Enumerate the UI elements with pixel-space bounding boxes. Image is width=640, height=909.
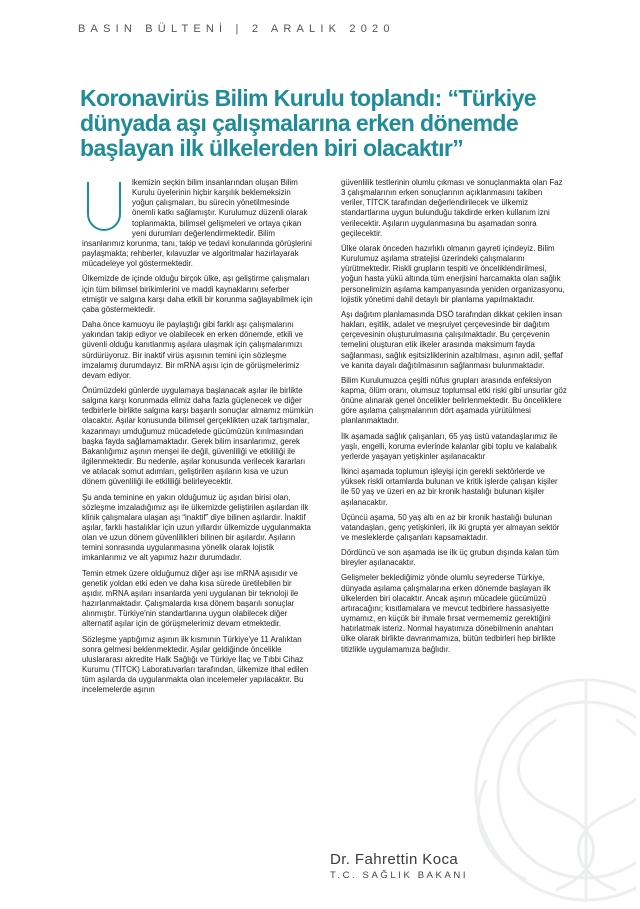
- paragraph: Gelişmeler beklediğimiz yönde olumlu seyrederse Türkiye, dünyada aşılama çalışmalarına erken dönemde başlayan ilk ülkelerden biri olacaktır. Ancak aşının mücadele gücümüzü artıracağını; kısıtlamalara ve mevcut tedbirlere hassasiyette uymamız, en küçük bir ihmale fırsat vermememiz gerektiğini hatırlatmak isteriz. Normal hayatımıza dönebilmenin anahtarı ülke olarak birlikte davranmamıza, bütün tedbirleri hep birlikte titizlikle uygulamamıza bağlıdır.: [341, 573, 556, 654]
- paragraph: Sözleşme yaptığımız aşının ilk kısmının Türkiye'ye 11 Aralıktan sonra gelmesi beklenmektedir. Aşılar geldiğinde öncelikle uluslararası akredite Halk Sağlığı ve Türkiye İlaç ve Tıbbi Cihaz Kurumu (TİTCK) Laboratuvarları tarafından, ülkemize ithal edilen tüm aşılarda da uygulanmakta olan incelemeler yapılacaktır. Bu incelemelerde aşının: [82, 634, 309, 695]
- headline-line-3: başlayan ilk ülkelerden biri olacaktır”: [80, 135, 464, 161]
- paragraph: lkemizin seçkin bilim insanlarından oluşan Bilim Kurulu üyelerinin hiçbir karşılık beklemeksizin yoğun çalışmaları, bu sürecin yönetilmesinde önemli katkı sağlamıştır. Kurulumuz düzenli olarak toplanmakta, bilimsel gelişmeleri ve ortaya çıkan yeni durumları değerlendirmektedir. Bilim insanlarımız korunma, tanı, takip ve tedavi konularında görüşlerini paylaşmakta; rehberler, kılavuzlar ve algoritmalar hazırlayarak mücadeleye yol göstermektedir.: [82, 178, 312, 269]
- body-column-left: [82, 178, 314, 701]
- paragraph: Ülke olarak önceden hazırlıklı olmanın gayreti içindeyiz. Bilim Kurulumuz aşılama stratejisi üzerindeki çalışmalarını yürütmektedir. Riskli grupların tespiti ve önceliklendirilmesi, yoğun hasta yükü altında tüm enerjisini harcamakta olan sağlık personelimizin aşılama kampanyasında yeniden organizasyonu, lojistik yönetimi dahil detaylı bir planlama yapılmaktadır.: [341, 243, 565, 304]
- dropcap-u: [82, 178, 126, 236]
- headline-line-2: dünyada aşı çalışmalarına erken dönemde: [80, 110, 519, 136]
- paragraph: Aşı dağıtım planlamasında DSÖ tarafından dikkat çekilen insan hakları, eşitlik, adalet ve meşruiyet çerçevesinde bir dağıtım çerçevesinin oluşturulmasına çalışılmaktadır. Bu çerçevenin temelini oluşturan etik ilkeler arasında maksimum fayda sağlanması, sağlık eşitsizliklerinin azaltılması, aşının adil, şeffaf ve kanıta dayalı dağıtılmasının sağlanması bulunmaktadır.: [341, 309, 563, 370]
- signature-block: [330, 851, 468, 883]
- paragraph: İkinci aşamada toplumun işleyişi için gerekli sektörlerde ve yüksek riskli ortamlarda bulunan ve kritik işlerde çalışan kişiler ile 50 yaş ve üzeri en az bir kronik hastalığı bulunan kişiler aşılanacaktır.: [341, 467, 558, 507]
- paragraph: Bilim Kurulumuzca çeşitli nüfus grupları arasında enfeksiyon kapma, ölüm oranı, olumsuz toplumsal etki riski gibi unsurlar göz önüne alınarak genel öncelikler belirlenmektedir. Bu önceliklere göre aşılama çalışmalarının dört aşamada yürütülmesi planlanmaktadır.: [341, 375, 567, 426]
- body-column-right: [341, 178, 567, 660]
- headline-line-1: Koronavirüs Bilim Kurulu toplandı: “Türkiye: [80, 85, 536, 111]
- paragraph: Üçüncü aşama, 50 yaş altı en az bir kronik hastalığı bulunan vatandaşları, genç yetişkinleri, ilk iki grupta yer almayan sektör ve mesleklerde çalışanları kapsamaktadır.: [341, 512, 560, 542]
- paragraph: Dördüncü ve son aşamada ise ilk üç grubun dışında kalan tüm bireyler aşılanacaktır.: [341, 548, 559, 568]
- paragraph: Temin etmek üzere olduğumuz diğer aşı ise mRNA aşısıdır ve genetik yoldan etki eden ve daha kısa sürede üretilebilen bir aşıdır. mRNA aşıları insanlarda yeni uygulanan bir teknoloji ile hazırlanmaktadır. Çalışmalarda kısa dönem başarılı sonuçlar alınmıştır. Türkiye'nin standartlarına uygun olabilecek diğer alternatif aşılar için de görüşmelerimiz devam etmektedir.: [82, 568, 299, 629]
- paragraph: Şu anda teminine en yakın olduğumuz üç aşıdan birisi olan, sözleşme imzaladığımız aşı ile ülkemizde geliştirilen aşılardan ilk klinik çalışmalara ulaşan aşı “inaktif” diye bilinen aşılardır. İnaktif aşılar, farklı hastalıklar için uzun yıllardır ülkemizde uygulanmakta olan ve uzun dönem güvenlilikleri bilinen bir aşılardır. Aşıların temini sonrasında uygulanmasına yönelik olarak lojistik imkanlarımız ve alt yapımız hazır durumdadır.: [82, 492, 311, 563]
- paragraph: Önümüzdeki günlerde uygulamaya başlanacak aşılar ile birlikte salgına karşı korunmada elimiz daha fazla güçlenecek ve diğer tedbirlerle birlikte salgına karşı başarılı sonuçlar almamız mümkün olacaktır. Aşılar konusunda bilimsel gerçeklikten uzak tartışmalar, kazanmayı umduğumuz mücadelede gücümüzün kırılmasından başka fayda sağlamamaktadır. Gerek bilim insanlarımız, gerek Bakanlığımız aşının menşei ile değil, güvenliliği ve etkililiği ile ilgilenmektedir. Bu nedenle, aşılar konusunda verilecek kararları ve atılacak somut adımları, geliştirilen aşıların kısa ve uzun dönem güvenliliği ile etkililiği belirleyecektir.: [82, 385, 314, 487]
- signatory-name: Dr. Fahrettin Koca: [330, 851, 459, 868]
- paragraph: güvenlilik testlerinin olumlu çıkması ve sonuçlanmakta olan Faz 3 çalışmalarının erken sonuçlarının açıklanmasını takiben veriler, TİTCK tarafından değerlendirilecek ve ülkemiz standartlarına uygun bulunduğu takdirde erken kullanım izni verilecektir. Aşıların uygulanmasına bu aşamadan sonra geçilecektir.: [341, 178, 563, 238]
- press-release-header: BASIN BÜLTENİ | 2 ARALIK 2020: [78, 23, 395, 35]
- signatory-title: T.C. SAĞLIK BAKANI: [330, 870, 469, 881]
- paragraph: Ülkemizde de içinde olduğu birçok ülke, aşı geliştirme çalışmaları için tüm bilimsel birikimlerini ve maddi kaynaklarını seferber etmiştir ve salgına karşı daha etkili bir korunma sağlayabilmek için çaba göstermektedir.: [82, 274, 313, 314]
- paragraph: Daha önce kamuoyu ile paylaştığı gibi farklı aşı çalışmalarını yakından takip ediyor ve olabilecek en erken dönemde, etkili ve güvenli olduğu kanıtlanmış aşılara ulaşmak için çalışmalarımızı sürdürüyoruz. Bir inaktif virüs aşısının temini için sözleşme imzalamış durumdayız. Bir mRNA aşısı için de görüşmelerimiz devam ediyor.: [82, 320, 304, 380]
- headline: [80, 86, 600, 161]
- ministry-emblem-watermark: [446, 640, 636, 905]
- paragraph: İlk aşamada sağlık çalışanları, 65 yaş üstü vatandaşlarımız ile yaşlı, engelli, koruma evlerinde kalanlar gibi toplu ve kalabalık yerlerde yaşayan yetişkinler aşılanacaktır: [341, 431, 558, 461]
